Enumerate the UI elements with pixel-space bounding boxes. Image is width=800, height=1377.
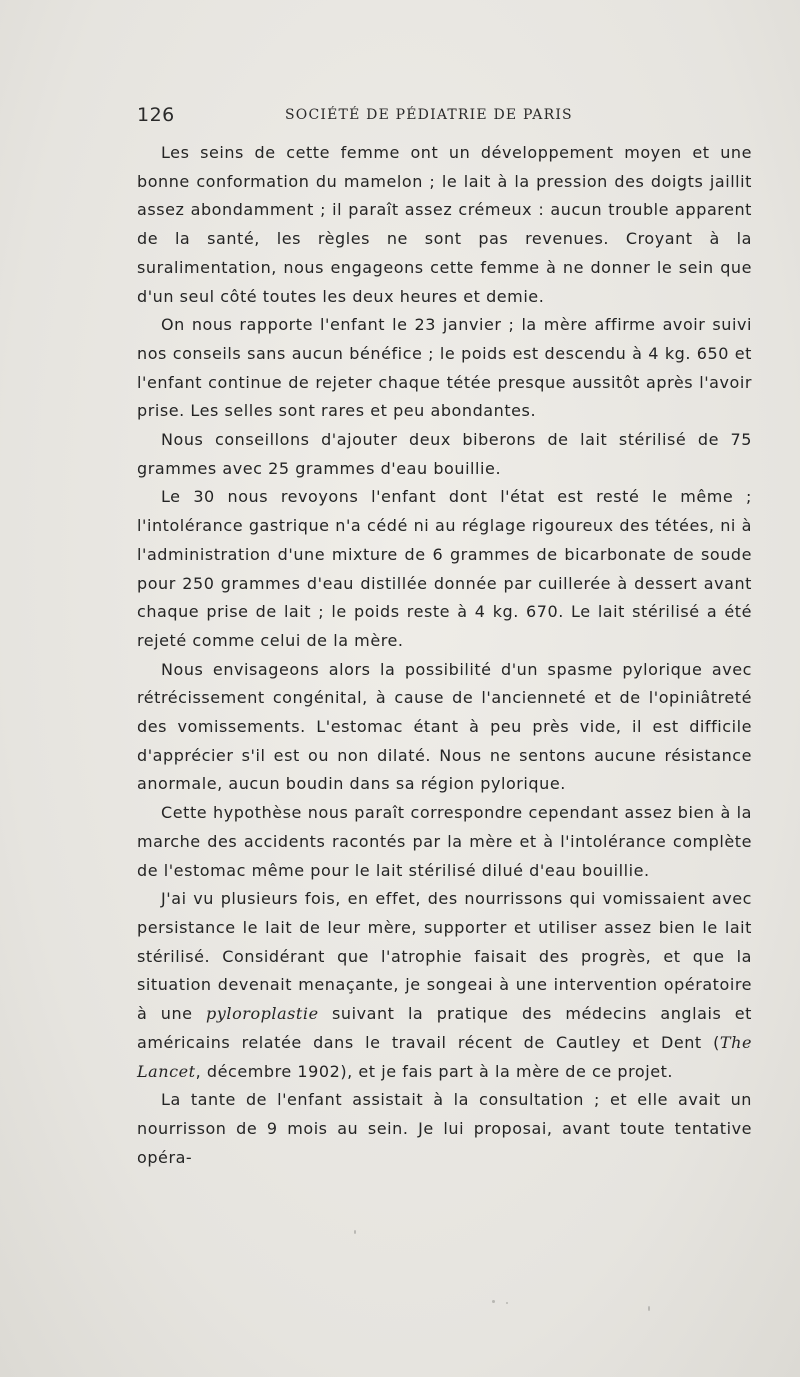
paragraph-7-text-c: , décembre 1902), et je fais part à la mère de ce projet. xyxy=(195,1061,674,1081)
paragraph-7-text-a: J'ai vu plusieurs fois, en effet, des nourrissons qui vomissaient avec persistance le lait de leur mère, supporter et utiliser assez bien le lait stérilisé. Considérant que l'atrophie faisait des progrès, et que la situation devenait menaçante, je songeai à une intervention opératoire à une xyxy=(137,889,752,1024)
paragraph-4: Le 30 nous revoyons l'enfant dont l'état est resté le même ; l'intolérance gastrique n'a cédé ni au réglage rigoureux des tétées, ni à l'administration d'une mixture de 6 grammes de bicarbonate de soude pour 250 grammes d'eau distillée donnée par cuillerée à dessert avant chaque prise de lait ; le poids reste à 4 kg. 670. Le lait stérilisé a été rejeté comme celui de la mère. xyxy=(137,487,752,650)
running-head: SOCIÉTÉ DE PÉDIATRIE DE PARIS xyxy=(285,107,573,123)
paragraph-7-text-b: suivant la pratique des médecins anglais et américains relatée dans le travail récent de Cautley et Dent ( xyxy=(137,1004,753,1052)
paragraph-3: Nous conseillons d'ajouter deux biberons de lait stérilisé de 75 grammes avec 25 grammes d'eau bouillie. xyxy=(137,430,752,478)
body-text xyxy=(137,139,752,1172)
paragraph-2: On nous rapporte l'enfant le 23 janvier ; la mère affirme avoir suivi nos conseils sans aucun bénéfice ; le poids est descendu à 4 kg. 650 et l'enfant continue de rejeter chaque tétée presque aussitôt après l'avoir prise. Les selles sont rares et peu abondantes. xyxy=(137,315,752,421)
paragraph-8: La tante de l'enfant assistait à la consultation ; et elle avait un nourrisson de 9 mois au sein. Je lui proposai, avant toute tentative opéra- xyxy=(137,1090,752,1167)
page-number: 126 xyxy=(137,104,175,126)
paragraph-1: Les seins de cette femme ont un développement moyen et une bonne conformation du mamelon ; le lait à la pression des doigts jaillit assez abondamment ; il paraît assez crémeux : aucun trouble apparent de la santé, les règles ne sont pas revenues. Croyant à la suralimentation, nous engageons cette femme à ne donner le sein que d'un seul côté toutes les deux heures et demie. xyxy=(137,143,752,306)
speck xyxy=(492,1300,495,1303)
paragraph-6: Cette hypothèse nous paraît correspondre cependant assez bien à la marche des accidents racontés par la mère et à l'intolérance complète de l'estomac même pour le lait stérilisé dilué d'eau bouillie. xyxy=(137,803,752,880)
paragraph-5: Nous envisageons alors la possibilité d'un spasme pylorique avec rétrécissement congénital, à cause de l'ancienneté et de l'opiniâtreté des vomissements. L'estomac étant à peu près vide, il est difficile d'apprécier s'il est ou non dilaté. Nous ne sentons aucune résistance anormale, aucun boudin dans sa région pylorique. xyxy=(137,659,752,794)
speck xyxy=(354,1230,356,1234)
speck xyxy=(648,1306,650,1311)
page-header xyxy=(137,104,757,128)
paragraph-7 xyxy=(137,885,752,1086)
term-pyloroplastie: pyloroplastie xyxy=(206,1004,319,1024)
journal-title: The Lancet xyxy=(137,1032,752,1081)
speck xyxy=(506,1302,508,1304)
